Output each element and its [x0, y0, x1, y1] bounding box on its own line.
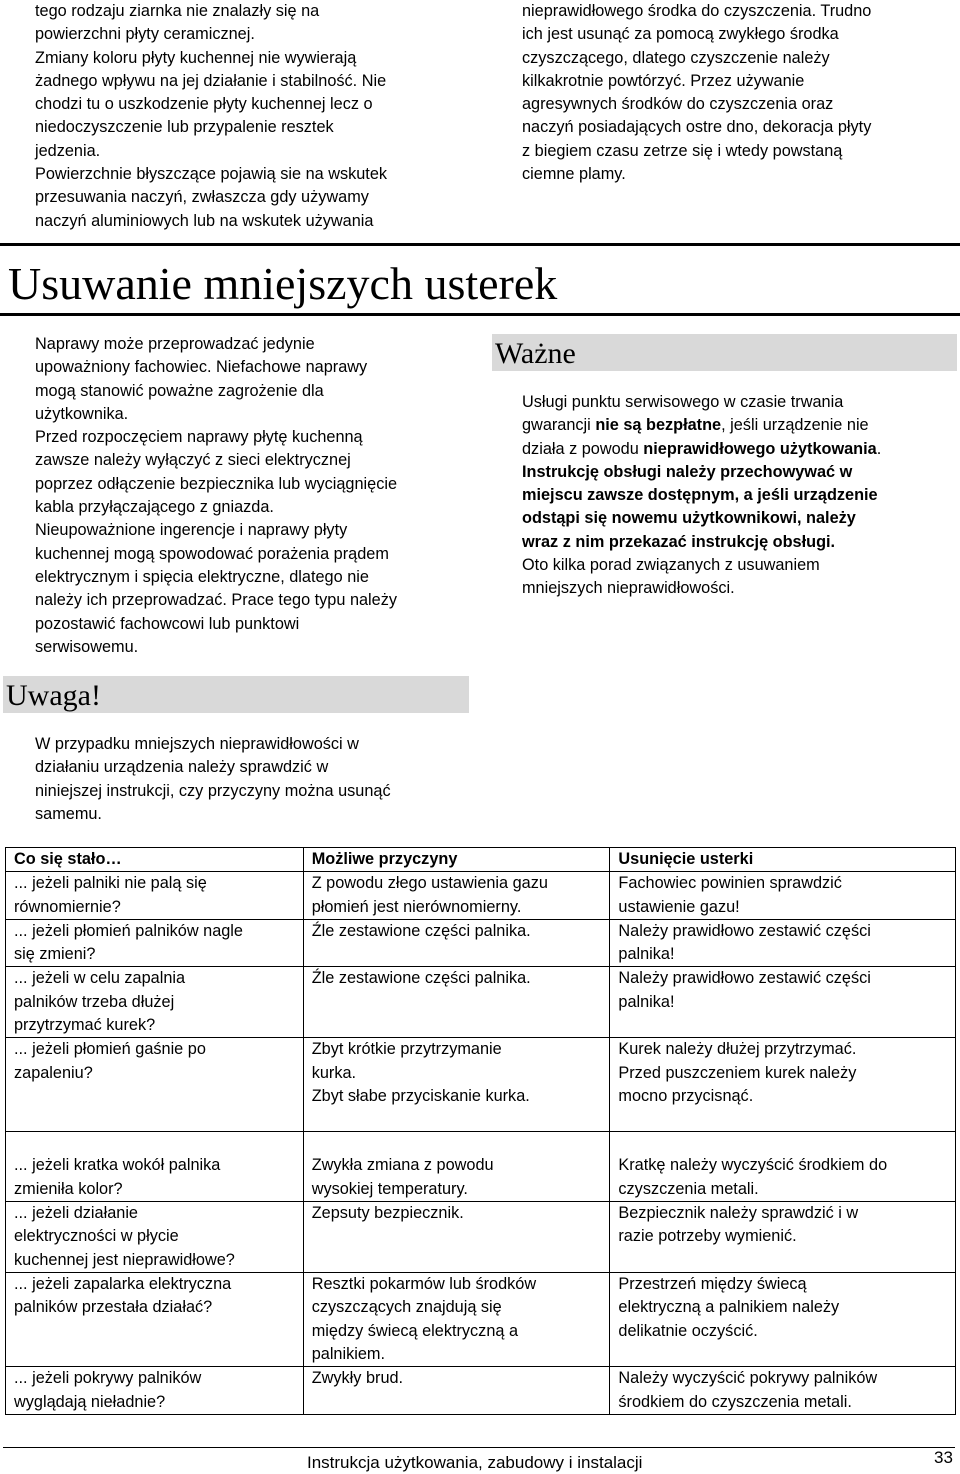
table-cell-fix — [610, 872, 956, 920]
text-line: żadnego wpływu na jej działanie i stabilność. Nie — [35, 71, 387, 90]
important-heading: Ważne — [495, 337, 576, 370]
text-run: . — [876, 439, 882, 458]
warning-heading-box — [3, 676, 469, 713]
text-line: czyszczącego, dlatego czyszczenie należy — [522, 48, 830, 67]
text-line: samemu. — [35, 804, 102, 823]
text-run: gwarancji — [522, 416, 596, 435]
text-line: Nieupoważnione ingerencje i naprawy płyty — [35, 521, 348, 540]
cell-line: Należy wyczyścić pokrywy palników — [618, 1369, 878, 1388]
table-cell-cause — [303, 919, 610, 967]
footer-title: Instrukcja użytkowania, zabudowy i instalacji — [307, 1453, 643, 1472]
table-cell-what — [6, 1367, 304, 1415]
cell-line: równomiernie? — [14, 897, 121, 916]
cell-line: wysokiej temperatury. — [311, 1179, 468, 1198]
cell-line: Zwykły brud. — [311, 1369, 404, 1388]
top-right-paragraph — [522, 0, 952, 186]
important-paragraph — [522, 391, 957, 601]
cell-line: Bezpiecznik należy sprawdzić i w — [618, 1204, 859, 1223]
table-row — [6, 919, 956, 967]
text-line: agresywnych środków do czyszczenia oraz — [522, 95, 834, 114]
table-cell-what — [6, 872, 304, 920]
cell-line: Kratkę należy wyczyścić środkiem do — [618, 1156, 888, 1175]
text-line: naczyń aluminiowych lub na wskutek używania — [35, 211, 374, 230]
table-cell-what — [6, 967, 304, 1038]
table-cell-fix — [610, 1273, 956, 1367]
text-line: naczyń posiadających ostre dno, dekoracja płyty — [522, 118, 872, 137]
table-cell-what — [6, 1038, 304, 1132]
cell-line: się zmieni? — [14, 945, 96, 964]
text-line: Usługi punktu serwisowego w czasie trwania — [522, 393, 844, 411]
warning-heading: Uwaga! — [6, 679, 101, 712]
bold-line — [522, 461, 957, 484]
bold-line — [522, 507, 957, 530]
text-line: Oto kilka porad związanych z usuwaniem — [522, 556, 820, 575]
text-line: upoważniony fachowiec. Niefachowe naprawy — [35, 358, 368, 377]
cell-line: wyglądają nieładnie? — [14, 1392, 166, 1411]
text-line: ciemne plamy. — [522, 165, 626, 184]
text-line: jedzenia. — [35, 141, 101, 160]
cell-line: środkiem do czyszczenia metali. — [618, 1392, 852, 1411]
table-row — [6, 1132, 956, 1202]
cell-line: ... jeżeli płomień palników nagle — [14, 921, 243, 940]
page-number: 33 — [934, 1448, 953, 1467]
text-run: działa z powodu — [522, 439, 644, 458]
table-row — [6, 1273, 956, 1367]
bold-run: wraz z nim przekazać instrukcję obsługi. — [522, 532, 836, 551]
cell-line: Fachowiec powinien sprawdzić — [618, 874, 842, 893]
section-rule-top — [0, 243, 960, 246]
table-row — [6, 1202, 956, 1273]
cell-line: elektryczności w płycie — [14, 1227, 179, 1246]
cell-line: ... jeżeli w celu zapalnia — [14, 969, 186, 988]
cell-line: czyszczenia metali. — [618, 1179, 759, 1198]
text-line: pozostawić fachowcowi lub punktowi — [35, 614, 300, 633]
cell-line: Kurek należy dłużej przytrzymać. — [618, 1040, 857, 1059]
top-left-paragraph — [35, 0, 475, 233]
text-line: elektrycznym i spięcia elektryczne, dlatego nie — [35, 567, 369, 586]
table-row — [6, 1038, 956, 1132]
table-cell-fix — [610, 1367, 956, 1415]
bold-line — [522, 484, 957, 507]
cell-line: mocno przycisnąć. — [618, 1087, 754, 1106]
cell-line: przytrzymać kurek? — [14, 1016, 156, 1035]
bold-run: odstąpi się nowemu użytkownikowi, należy — [522, 509, 856, 528]
footer-rule — [3, 1447, 955, 1448]
cell-line: zmieniła kolor? — [14, 1179, 123, 1198]
table-cell-what — [6, 1132, 304, 1202]
cell-line: delikatnie oczyścić. — [618, 1321, 758, 1340]
section-rule-bottom — [0, 313, 960, 316]
cell-line: Źle zestawione części palnika. — [311, 921, 531, 940]
cell-line: Resztki pokarmów lub środków — [311, 1275, 537, 1294]
cell-line: razie potrzeby wymienić. — [618, 1227, 797, 1246]
text-run: , jeśli urządzenie nie — [721, 416, 869, 435]
text-line: niedoczyszczenie lub przypalenie resztek — [35, 118, 334, 137]
text-line: powierzchni płyty ceramicznej. — [35, 25, 255, 44]
bold-run: nie są bezpłatne — [595, 416, 722, 435]
table-cell-what — [6, 1202, 304, 1273]
cell-line: palników przestała działać? — [14, 1298, 213, 1317]
table-row — [6, 1367, 956, 1415]
cell-line: ... jeżeli pokrywy palników — [14, 1369, 202, 1388]
cell-line: Zbyt krótkie przytrzymanie — [311, 1040, 502, 1059]
cell-line: Przed puszczeniem kurek należy — [618, 1063, 857, 1082]
cell-line: elektryczną a palnikiem należy — [618, 1298, 840, 1317]
table-cell-fix — [610, 1038, 956, 1132]
table-cell-cause — [303, 1202, 610, 1273]
text-line: należy ich przeprowadzać. Prace tego typu należy — [35, 591, 398, 610]
cell-line: palnika! — [618, 992, 675, 1011]
cell-line: ... jeżeli płomień gaśnie po — [14, 1040, 206, 1059]
header-cause: Możliwe przyczyny — [303, 848, 610, 872]
text-line: W przypadku mniejszych nieprawidłowości w — [35, 735, 359, 753]
text-line — [522, 414, 957, 437]
text-line: tego rodzaju ziarnka nie znalazły się na — [35, 2, 320, 20]
text-line: Powierzchnie błyszczące pojawią sie na wskutek — [35, 165, 388, 184]
table-cell-fix — [610, 967, 956, 1038]
cell-line: Należy prawidłowo zestawić części — [618, 921, 871, 940]
table-cell-cause — [303, 1132, 610, 1202]
text-line: użytkownika. — [35, 404, 129, 423]
cell-line: ... jeżeli zapalarka elektryczna — [14, 1275, 232, 1294]
table-cell-cause — [303, 1367, 610, 1415]
text-line: Przed rozpoczęciem naprawy płytę kuchenną — [35, 428, 363, 447]
text-line: kabla przyłączającego z gniazda. — [35, 498, 274, 517]
cell-line: palnika! — [618, 945, 675, 964]
cell-line: Zepsuty bezpiecznik. — [311, 1204, 464, 1223]
bold-run: nieprawidłowego użytkowania — [643, 439, 877, 458]
warning-paragraph — [35, 733, 475, 826]
cell-line: kuchennej jest nieprawidłowe? — [14, 1250, 235, 1269]
cell-line: ... jeżeli działanie — [14, 1204, 138, 1223]
bold-line — [522, 531, 957, 554]
cell-line: Przestrzeń między świecą — [618, 1275, 807, 1294]
cell-line: zapaleniu? — [14, 1063, 93, 1082]
text-line: chodzi tu o uszkodzenie płyty kuchennej lecz o — [35, 95, 373, 114]
cell-line: Zbyt słabe przyciskanie kurka. — [311, 1087, 530, 1106]
cell-line: Z powodu złego ustawienia gazu — [311, 874, 548, 893]
cell-line: Zwykła zmiana z powodu — [311, 1156, 494, 1175]
table-cell-what — [6, 919, 304, 967]
text-line: zawsze należy wyłączyć z sieci elektrycznej — [35, 451, 351, 470]
table-cell-cause — [303, 872, 610, 920]
text-line: niniejszej instrukcji, czy przyczyny można usunąć — [35, 781, 391, 800]
header-what: Co się stało… — [6, 848, 304, 872]
text-line: kuchennej mogą spowodować porażenia prądem — [35, 544, 389, 563]
header-fix: Usunięcie usterki — [610, 848, 956, 872]
cell-line: ... jeżeli palniki nie palą się — [14, 874, 207, 893]
important-heading-box — [492, 334, 957, 371]
text-line: z biegiem czasu zetrze się i wtedy powstaną — [522, 141, 843, 160]
cell-line: kurka. — [311, 1063, 357, 1082]
text-line: nieprawidłowego środka do czyszczenia. Trudno — [522, 2, 872, 20]
cell-line: czyszczących znajdują się — [311, 1298, 502, 1317]
text-line: poprzez odłączenie bezpiecznika lub wyciągnięcie — [35, 474, 398, 493]
table-cell-what — [6, 1273, 304, 1367]
cell-line: Źle zestawione części palnika. — [311, 969, 531, 988]
text-line: działaniu urządzenia należy sprawdzić w — [35, 758, 329, 777]
text-line: serwisowemu. — [35, 637, 139, 656]
cell-line: ... jeżeli kratka wokół palnika — [14, 1156, 221, 1175]
text-line: ich jest usunąć za pomocą zwykłego środka — [522, 25, 839, 44]
table-cell-fix — [610, 1132, 956, 1202]
text-line: przesuwania naczyń, zwłaszcza gdy używamy — [35, 188, 369, 207]
troubleshooting-table — [5, 847, 956, 1415]
text-line: mogą stanowić poważne zagrożenie dla — [35, 381, 324, 400]
table-header-row — [6, 848, 956, 872]
text-line: mniejszych nieprawidłowości. — [522, 579, 735, 598]
cell-line: palników trzeba dłużej — [14, 992, 175, 1011]
cell-line: palnikiem. — [311, 1344, 386, 1363]
table-cell-fix — [610, 919, 956, 967]
table-cell-fix — [610, 1202, 956, 1273]
text-line — [522, 438, 957, 461]
table-cell-cause — [303, 967, 610, 1038]
cell-line: ustawienie gazu! — [618, 897, 740, 916]
text-line: Zmiany koloru płyty kuchennej nie wywierają — [35, 48, 357, 67]
repairs-paragraph — [35, 333, 475, 659]
table-cell-cause — [303, 1273, 610, 1367]
bold-run: Instrukcję obsługi należy przechowywać w — [522, 462, 853, 481]
cell-line: między świecą elektryczną a — [311, 1321, 519, 1340]
table-row — [6, 967, 956, 1038]
table-row — [6, 872, 956, 920]
cell-line: Należy prawidłowo zestawić części — [618, 969, 871, 988]
text-line: Naprawy może przeprowadzać jedynie — [35, 335, 315, 353]
text-line: kilkakrotnie powtórzyć. Przez używanie — [522, 71, 805, 90]
table-body — [6, 872, 956, 1415]
cell-line: płomień jest nierównomierny. — [311, 897, 522, 916]
section-title: Usuwanie mniejszych usterek — [8, 258, 558, 309]
bold-run: miejscu zawsze dostępnym, a jeśli urządzenie — [522, 486, 878, 505]
table-cell-cause — [303, 1038, 610, 1132]
